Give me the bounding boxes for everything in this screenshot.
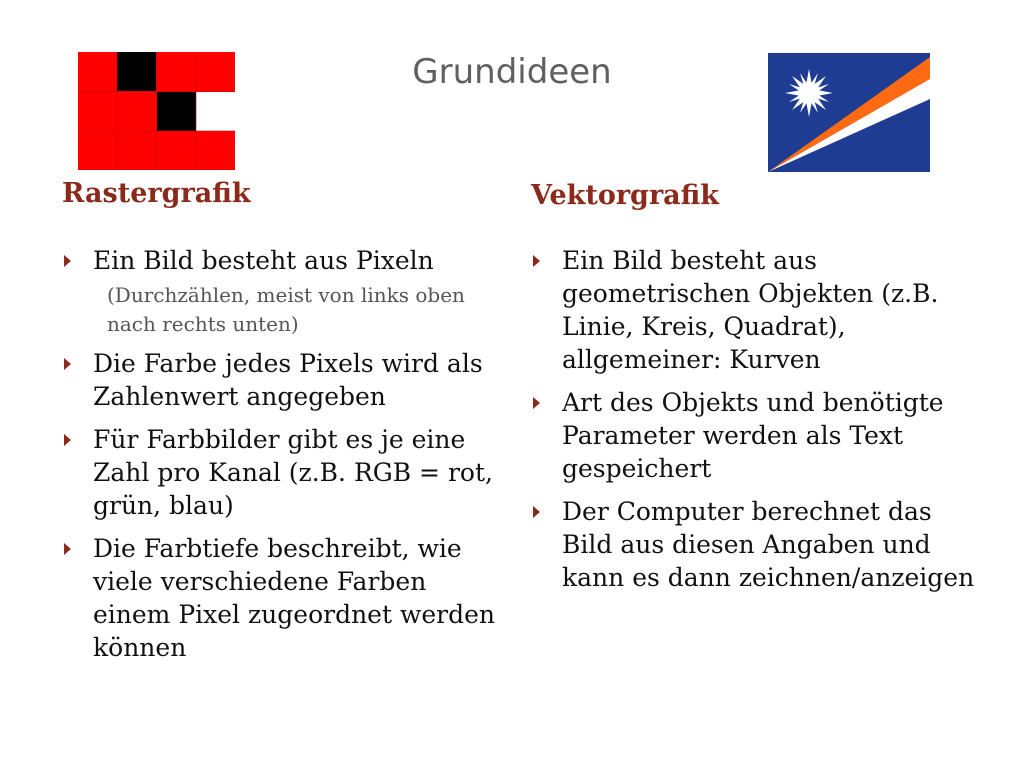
bullet-subnote: (Durchzählen, meist von links oben nach rechts unten) <box>107 283 465 336</box>
bullet-text: Die Farbe jedes Pixels wird als Zahlenwert angegeben <box>93 349 483 411</box>
bullet-text: Art des Objekts und benötigte Parameter werden als Text gespeichert <box>562 388 944 483</box>
bullet-arrow-icon <box>533 255 540 267</box>
list-item <box>62 244 502 277</box>
bullet-text: Ein Bild besteht aus Pixeln <box>93 246 434 275</box>
slide-title: Grundideen <box>412 52 612 92</box>
raster-bullet-list <box>62 244 502 674</box>
bullet-arrow-icon <box>64 543 71 555</box>
pixel-grid-icon <box>78 52 235 170</box>
bullet-arrow-icon <box>533 506 540 518</box>
bullet-arrow-icon <box>64 358 71 370</box>
bullet-arrow-icon <box>64 255 71 267</box>
bullet-text: Für Farbbilder gibt es je eine Zahl pro Kanal (z.B. RGB = rot, grün, blau) <box>93 425 493 520</box>
list-item <box>62 423 502 522</box>
bullet-arrow-icon <box>64 434 71 446</box>
vector-bullet-list <box>531 244 981 604</box>
raster-heading: Rastergrafik <box>62 178 251 209</box>
list-item <box>62 532 502 664</box>
bullet-arrow-icon <box>533 397 540 409</box>
list-item <box>531 495 981 594</box>
list-item <box>531 386 981 485</box>
bullet-text: Die Farbtiefe beschreibt, wie viele verschiedene Farben einem Pixel zugeordnet werden können <box>93 534 496 662</box>
list-item <box>62 347 502 413</box>
list-item <box>531 244 981 376</box>
bullet-text: Ein Bild besteht aus geometrischen Objekten (z.B. Linie, Kreis, Quadrat), allgemeiner: Kurven <box>562 246 939 374</box>
bullet-text: Der Computer berechnet das Bild aus diesen Angaben und kann es dann zeichnen/anzeigen <box>562 497 975 592</box>
vector-heading: Vektorgrafik <box>531 180 719 211</box>
marshall-islands-flag-icon <box>768 53 930 172</box>
